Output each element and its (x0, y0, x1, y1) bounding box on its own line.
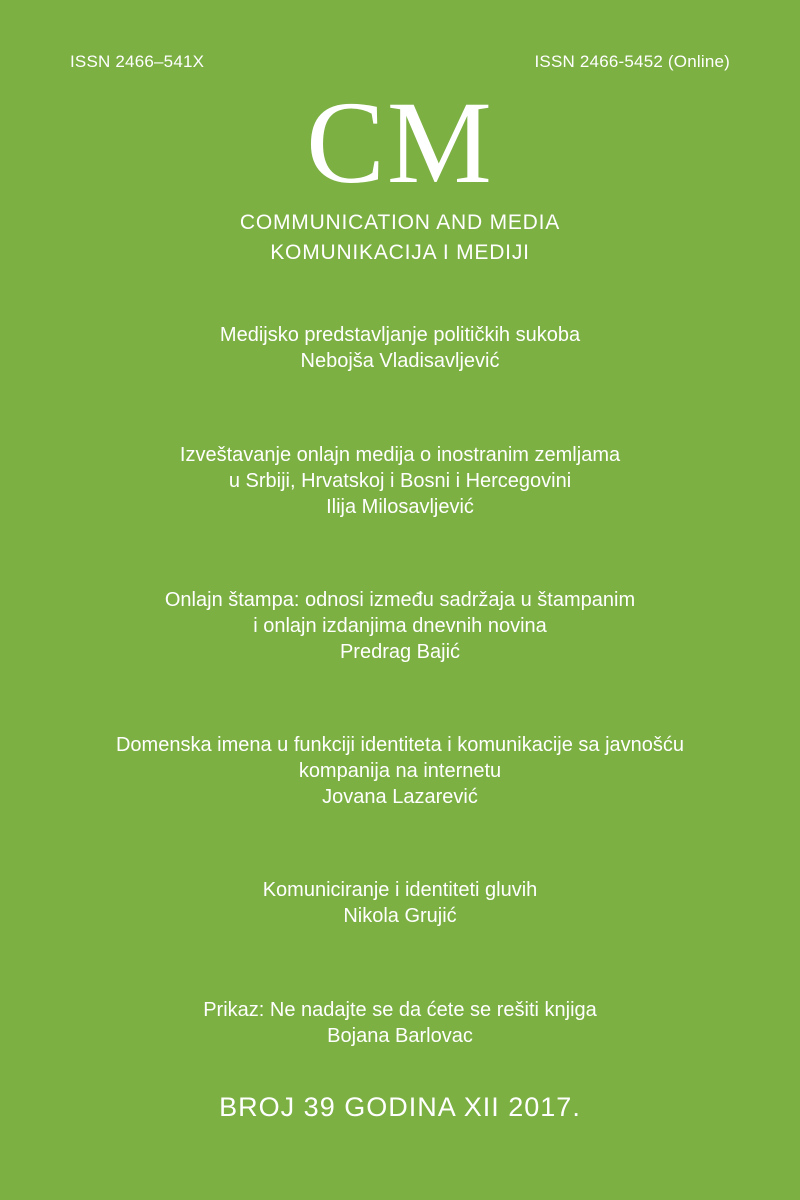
article-author: Predrag Bajić (339, 641, 461, 663)
article-author: Nikola Grujić (343, 905, 457, 927)
article-entry-6 (0, 997, 800, 1049)
article-title-line: Domenska imena u funkciji identiteta i komunikacije sa javnošću (115, 734, 685, 756)
article-title-line: u Srbiji, Hrvatskoj i Bosni i Hercegovini (228, 470, 572, 492)
journal-title (0, 208, 800, 268)
article-entry-2 (0, 442, 800, 520)
issue-info: BROJ 39 GODINA XII 2017. (219, 1092, 581, 1122)
article-title-line: Prikaz: Ne nadajte se da ćete se rešiti knjiga (203, 999, 597, 1021)
article-author: Nebojša Vladisavljević (300, 350, 500, 372)
article-author: Bojana Barlovac (327, 1025, 473, 1047)
issn-row (70, 52, 730, 72)
article-title-line: Komuniciranje i identiteti gluvih (262, 879, 538, 901)
article-title-line: i onlajn izdanjima dnevnih novina (253, 615, 547, 637)
journal-title-en: COMMUNICATION AND MEDIA (239, 211, 561, 234)
article-title-line: Onlajn štampa: odnosi između sadržaja u štampanim (164, 589, 636, 611)
article-entry-3 (0, 587, 800, 665)
journal-logo (0, 77, 800, 268)
journal-title-sr: KOMUNIKACIJA I MEDIJI (270, 241, 530, 264)
article-entry-1 (0, 322, 800, 374)
article-author: Jovana Lazarević (322, 786, 478, 808)
issn-print: ISSN 2466–541X (70, 52, 205, 71)
journal-monogram: CM (306, 77, 494, 208)
article-title-line: Medijsko predstavljanje političkih sukoba (219, 324, 581, 346)
article-title-line: kompanija na internetu (298, 760, 502, 782)
article-title-line: Izveštavanje onlajn medija o inostranim zemljama (179, 444, 621, 466)
issn-online: ISSN 2466-5452 (Online) (534, 52, 730, 71)
article-entry-4 (0, 732, 800, 810)
article-author: Ilija Milosavljević (326, 496, 474, 518)
article-entry-5 (0, 877, 800, 929)
